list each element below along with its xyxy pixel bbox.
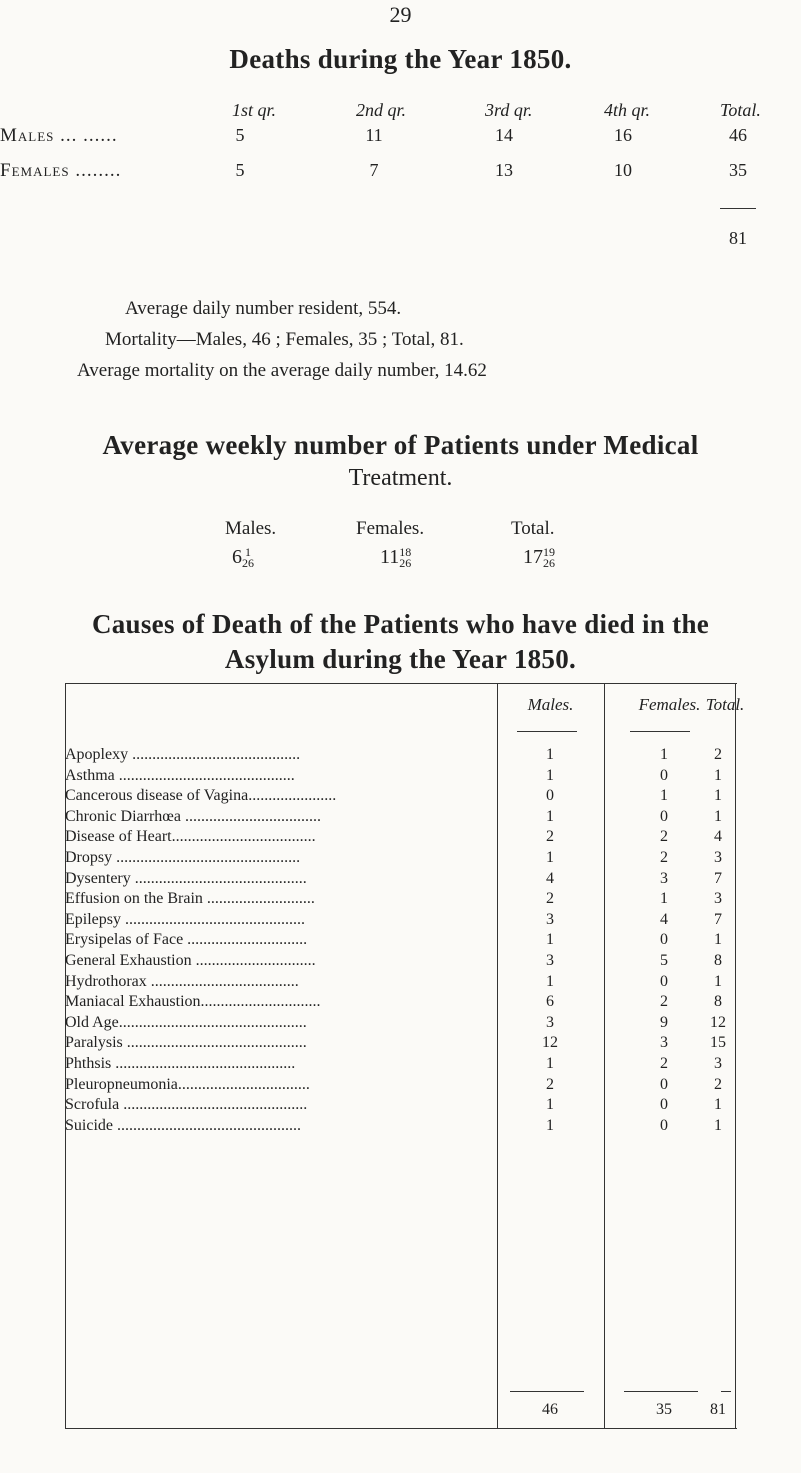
table-row xyxy=(65,1014,737,1034)
weekly-total-value: 17 19 26 xyxy=(523,545,555,571)
causes-males-header: Males. xyxy=(527,695,574,714)
cause-females: 4 xyxy=(660,910,668,928)
table-row xyxy=(65,1034,737,1054)
females-q2: 7 xyxy=(369,160,379,180)
table-row xyxy=(65,870,737,890)
cause-females: 2 xyxy=(660,1055,668,1072)
cause-total: 1 xyxy=(714,972,722,990)
cause-females: 0 xyxy=(660,1096,668,1114)
cause-females: 0 xyxy=(660,972,668,990)
weekly-females-value: 11 18 26 xyxy=(380,545,412,571)
cause-females: 3 xyxy=(660,1034,668,1052)
quarter-4-header: 4th qr. xyxy=(604,100,651,120)
cause-females: 3 xyxy=(660,869,668,887)
cause-label: Pleuropneumonia................................. xyxy=(65,1075,310,1093)
cause-total: 3 xyxy=(714,1055,722,1072)
causes-total-males: 46 xyxy=(542,1401,558,1418)
table-row xyxy=(65,1055,737,1075)
table-row xyxy=(65,849,737,869)
males-total: 46 xyxy=(729,125,747,145)
table-row xyxy=(65,746,737,766)
total-total-rule xyxy=(721,1391,731,1392)
cause-label: Cancerous disease of Vagina...................... xyxy=(65,787,337,805)
table-row xyxy=(65,952,737,972)
cause-females: 0 xyxy=(660,766,668,784)
cause-females: 0 xyxy=(660,1075,668,1093)
weekly-total-header: Total. xyxy=(511,518,555,539)
cause-label: Hydrothorax ..................................... xyxy=(65,972,299,990)
cause-males: 3 xyxy=(546,910,554,928)
cause-total: 2 xyxy=(714,1075,722,1093)
cause-males: 12 xyxy=(542,1034,558,1052)
cause-males: 1 xyxy=(546,766,554,784)
cause-females: 9 xyxy=(660,1013,668,1031)
cause-females: 5 xyxy=(660,952,668,969)
table-row xyxy=(65,993,737,1013)
cause-females: 2 xyxy=(660,993,668,1011)
cause-label: Chronic Diarrhœa .................................. xyxy=(65,807,321,825)
cause-males: 4 xyxy=(546,869,554,887)
table-row xyxy=(65,1096,737,1116)
males-q1: 5 xyxy=(235,125,245,145)
table-row xyxy=(65,1117,737,1137)
cause-label: Dysentery ........................................... xyxy=(65,869,307,887)
cause-males: 3 xyxy=(546,1013,554,1031)
table-top-rule xyxy=(65,683,737,684)
cause-males: 2 xyxy=(546,1075,554,1093)
table-row xyxy=(65,828,737,848)
table-row xyxy=(65,890,737,910)
cause-males: 1 xyxy=(546,1055,554,1072)
causes-females-header: Females. xyxy=(638,695,701,714)
cause-total: 7 xyxy=(714,869,722,887)
cause-total: 3 xyxy=(714,849,722,866)
causes-title-line2: Asylum during the Year 1850. xyxy=(224,644,577,674)
cause-males: 1 xyxy=(546,1096,554,1114)
males-q3: 14 xyxy=(495,125,513,145)
quarter-1-header: 1st qr. xyxy=(232,100,277,120)
causes-total-females: 35 xyxy=(656,1401,672,1418)
table-row xyxy=(65,1076,737,1096)
total-rule xyxy=(720,208,756,209)
cause-females: 1 xyxy=(660,890,668,908)
cause-males: 1 xyxy=(546,849,554,866)
cause-males: 3 xyxy=(546,952,554,969)
males-q2: 11 xyxy=(365,125,383,145)
cause-females: 2 xyxy=(660,828,668,846)
note-mortality: Mortality—Males, 46 ; Females, 35 ; Total, 81. xyxy=(105,329,464,350)
males-q4: 16 xyxy=(614,125,632,145)
females-q4: 10 xyxy=(614,160,632,180)
cause-label: Scrofula .............................................. xyxy=(65,1096,308,1114)
cause-males: 1 xyxy=(546,807,554,825)
cause-total: 8 xyxy=(714,993,722,1011)
cause-females: 1 xyxy=(660,787,668,805)
females-total: 35 xyxy=(729,160,747,180)
cause-females: 0 xyxy=(660,1116,668,1134)
total-header: Total. xyxy=(720,100,761,120)
cause-males: 6 xyxy=(546,993,554,1011)
males-row-label: Males ... ...... xyxy=(0,125,118,146)
cause-label: Suicide .............................................. xyxy=(65,1116,301,1134)
cause-males: 1 xyxy=(546,746,554,763)
cause-total: 1 xyxy=(714,766,722,784)
cause-label: Epilepsy ............................................. xyxy=(65,910,305,928)
table-row xyxy=(65,911,737,931)
quarter-2-header: 2nd qr. xyxy=(356,100,407,120)
cause-females: 0 xyxy=(660,931,668,949)
cause-total: 8 xyxy=(714,952,722,969)
cause-label: Maniacal Exhaustion.............................. xyxy=(65,993,321,1011)
deaths-title: Deaths during the Year 1850. xyxy=(229,44,572,74)
females-row-label: Females ........ xyxy=(0,160,122,181)
cause-males: 1 xyxy=(546,931,554,949)
females-header-rule xyxy=(630,731,690,732)
weekly-females-header: Females. xyxy=(356,518,425,539)
cause-label: General Exhaustion .............................. xyxy=(65,952,316,969)
cause-label: Dropsy .............................................. xyxy=(65,849,301,866)
table-row xyxy=(65,767,737,787)
cause-males: 2 xyxy=(546,890,554,908)
cause-label: Effusion on the Brain ........................... xyxy=(65,890,315,908)
note-average-resident: Average daily number resident, 554. xyxy=(125,298,402,319)
males-total-rule xyxy=(510,1391,584,1392)
cause-label: Paralysis ............................................. xyxy=(65,1034,307,1052)
cause-total: 2 xyxy=(714,746,722,763)
weekly-males-value: 6 1 26 xyxy=(232,545,254,571)
cause-label: Erysipelas of Face .............................. xyxy=(65,931,308,949)
cause-males: 1 xyxy=(546,972,554,990)
cause-label: Phthsis ............................................. xyxy=(65,1055,296,1072)
females-q1: 5 xyxy=(235,160,245,180)
cause-males: 1 xyxy=(546,1116,554,1134)
cause-females: 0 xyxy=(660,807,668,825)
causes-total-total: 81 xyxy=(710,1401,726,1418)
cause-label: Disease of Heart.................................... xyxy=(65,828,316,846)
cause-total: 1 xyxy=(714,1096,722,1114)
cause-females: 1 xyxy=(660,746,668,763)
table-row xyxy=(65,973,737,993)
cause-males: 0 xyxy=(546,787,554,805)
cause-total: 1 xyxy=(714,1116,722,1134)
causes-total-header: Total. xyxy=(705,695,745,714)
page-number: 29 xyxy=(389,2,412,27)
table-row xyxy=(65,808,737,828)
cause-label: Old Age............................................... xyxy=(65,1013,307,1031)
cause-total: 12 xyxy=(710,1013,726,1031)
table-row xyxy=(65,931,737,951)
causes-table xyxy=(65,683,745,1473)
cause-total: 1 xyxy=(714,807,722,825)
males-header-rule xyxy=(517,731,577,732)
cause-total: 1 xyxy=(714,931,722,949)
causes-title: Causes of Death of the Patients who have died in the xyxy=(91,609,710,639)
table-bottom-rule xyxy=(65,1428,737,1429)
cause-total: 1 xyxy=(714,787,722,805)
grand-total: 81 xyxy=(729,228,747,248)
quarter-3-header: 3rd qr. xyxy=(485,100,533,120)
weekly-males-header: Males. xyxy=(225,518,277,539)
cause-males: 2 xyxy=(546,828,554,846)
weekly-title-line2: Treatment. xyxy=(348,465,453,491)
cause-label: Asthma ............................................ xyxy=(65,766,295,784)
cause-females: 2 xyxy=(660,849,668,866)
cause-total: 7 xyxy=(714,910,722,928)
cause-total: 15 xyxy=(710,1034,726,1052)
cause-label: Apoplexy .......................................... xyxy=(65,746,301,763)
females-total-rule xyxy=(624,1391,698,1392)
note-average-mortality: Average mortality on the average daily number, 14.62 xyxy=(77,360,487,381)
females-q3: 13 xyxy=(495,160,513,180)
weekly-title: Average weekly number of Patients under Medical xyxy=(102,430,699,460)
cause-total: 3 xyxy=(714,890,722,908)
cause-total: 4 xyxy=(714,828,722,846)
table-row xyxy=(65,787,737,807)
